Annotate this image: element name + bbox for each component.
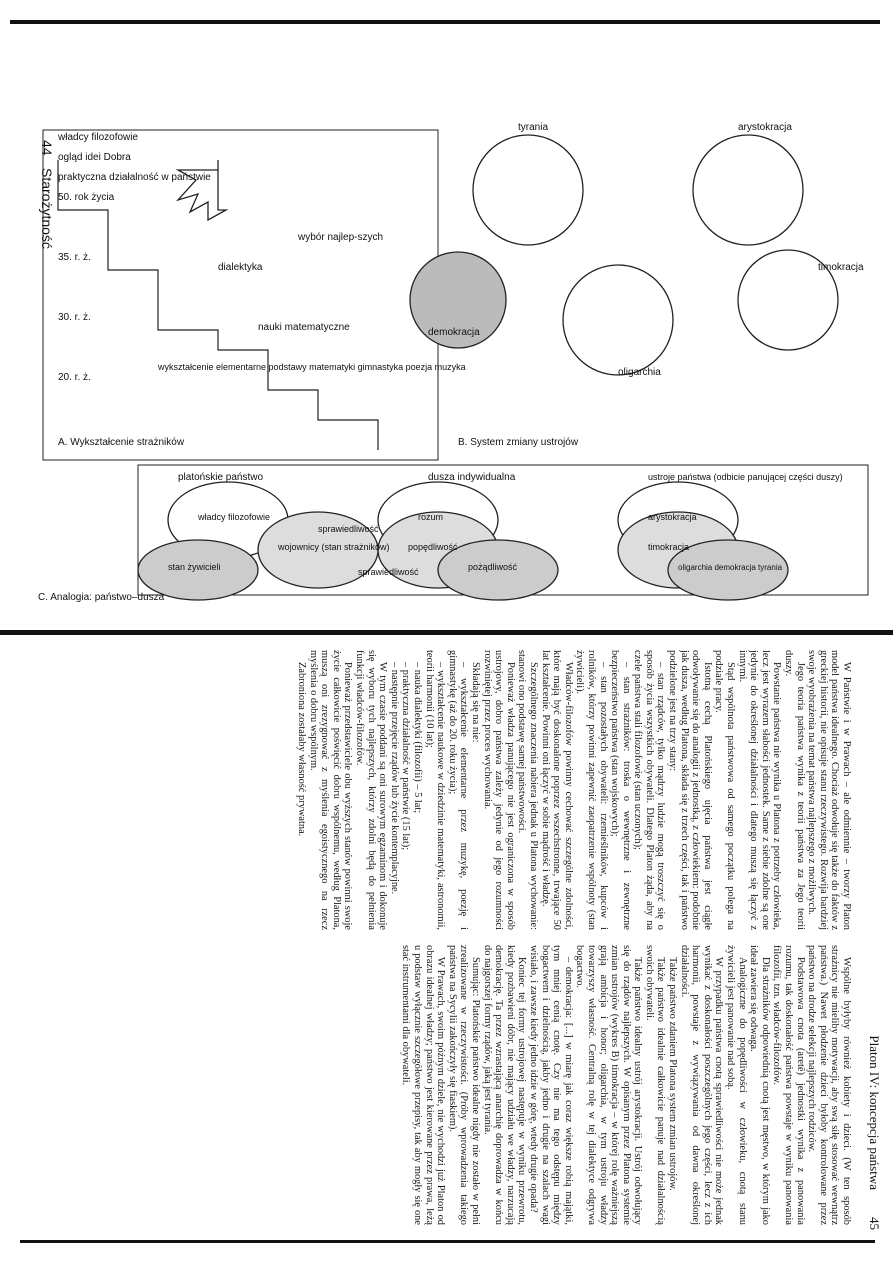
paragraph: Istotną cechą Platońskiego ujęcia państwa jest ciągłe odwoływanie się do analogii z jednostką, z człowiekiem: podobnie jak dusza, według Platona, składa się z trzech części, tak i państwo podzielone jest na trzy stany: (667, 650, 713, 930)
age-30-label: 30. r. ż. (58, 312, 91, 323)
label-justice-1: sprawiedliwość (318, 524, 379, 534)
label-regime-timocracy: timokracja (648, 542, 690, 552)
label-state-guardians: wojownicy (stan strażników) (278, 542, 390, 552)
paragraph: Sumując: Platońskie państwo idealne nigdy nie zostało w pełni zrealizowane w rzeczywistości. (Próby wprowadzenia takiego państwa na Sycylii zakończyły się fiaskiem). (446, 945, 481, 1225)
paragraph: Także państwo zdaniem Platona system zmian ustrojów. (667, 957, 679, 1191)
label-soul-will: popędliwość (408, 542, 458, 552)
page-45-rotated (122, 650, 882, 1230)
col-state-label: platońskie państwo (178, 472, 264, 483)
paragraph: Także państwo idealny ustrój arystokracji. Ustrój odwołujący się do rządów najlepszych. W opisanym przez Platona systemie zmian ustrojów (wykres B) timokracja – w której rolę ważniejszą grają ambicja i honor; oligarchia, w tym ustroju władzy towarzyszy własność. Centralną rolę w tej dialektyce odgrywa bogactwo. (574, 945, 644, 1225)
diagram-a-staircase (43, 130, 466, 460)
label-justice-2: sprawiedliwość (358, 567, 419, 577)
label-state-producers: stan żywicieli (168, 562, 221, 572)
paragraph: Analogiczne do popędliwości w człowieku, cnotą stanu żywicieli jest panowanie nad sobą. (725, 945, 748, 1225)
paragraph: – wykształcenie elementarne przez muzykę, poezję i gimnastykę (aż do 20. roku życia); (446, 650, 470, 930)
paragraph: – stan strażników: troska o wewnętrzne i zewnętrzne bezpieczeństwo państwa (stan wojskowych); (609, 650, 632, 930)
col-soul-label: dusza indywidualna (428, 472, 516, 483)
paragraph: Składają się na nie: (470, 662, 481, 743)
age-20-label: 20. r. ż. (58, 372, 91, 383)
paragraph: Wspólne byłyby również kobiety i dzieci. (W ten sposób strażnicy nie mieliby motywacji, aby swą siłę stosować wewnątrz państwa.) Nawet płodzenie dzieci byłoby kontrolowane przez państwo na drodze selekcji najlepszych rodziców. (806, 945, 852, 1225)
math-label: nauki matematyczne (258, 322, 350, 333)
paragraph: Dla strażników odpowiednią cnotą jest męstwo, w którym jako ideał zawiera się odwaga. (748, 945, 771, 1225)
paragraph: Powstanie państwa nie wynika u Platona z potrzeby człowieka, lecz jest wyrazem słabości jednostek. Same z siebie zdolne są one jedynie do określonej działalności i dlatego muszą się łączyć z innymi. (736, 650, 783, 930)
paragraph: – nauka dialektyki (filozofii) – 5 lat; (412, 662, 424, 814)
paragraph: W tym czasie poddani są oni surowym egzaminom i dokonuje się wyboru tych najlepszych, którzy zdolni będą do pełnienia funkcji władców-filozofów. (354, 650, 389, 930)
aristocracy-circle (473, 135, 583, 245)
label-soul-desire: pożądliwość (468, 562, 518, 572)
page-44-title: Starożytność (39, 168, 55, 249)
paragraph: W Prawach, swoim późnym dziele, nie wychodzi już Platon od obrazu idealnej władzy; państwo jest kierowane przez prawa, leżą u podstaw wyłącznie szczegółowe przepisy, tak aby mogły się one stać instrumentami dla obywateli. (400, 945, 447, 1225)
elementary-label: wykształcenie elementarne podstawy matematyki gimnastyka poezja muzyka (158, 362, 466, 372)
paragraph: Także państwo idealnie całkowicie panuje nad działalnością swoich obywateli. (643, 945, 667, 1225)
diagram-b-cycle (410, 122, 864, 448)
state-label-oligarchy: oligarchia (618, 367, 661, 378)
diagram-a-caption: A. Wykształcenie strażników (58, 437, 185, 448)
col-regimes-label: ustroje państwa (odbicie panującej części duszy) (648, 472, 843, 482)
page-45-title: Platon IV: koncepcja państwa (867, 1035, 882, 1190)
oligarchy-circle (563, 265, 673, 375)
paragraph: – następnie przejęcie rządów lub życie kontemplacyjne. (388, 662, 400, 895)
paragraph: W Państwie i w Prawach – ale odmiennie – tworzy Platon model państwa idealnego. Chociaż odwołuje się także do faktów z greckiej historii, nie opisuje stanu rzeczywistego. Rozwija bardziej swoje wyobrażenia na temat państwa najlepszego z możliwych. (806, 650, 852, 930)
paragraph: – demokracja: [...] w miarę jak coraz większe robią majątki, tym mniej cenią cnotę. Czy nie ma tego odstępu między bogactwem i dzielnością, jakby jedno i drugie na szalach wagi wisiało, i zawsze kiedy jedno idzie w górę, wtedy drugie opada? (527, 945, 574, 1225)
age-35-label: 35. r. ż. (58, 252, 91, 263)
diagram-b-caption: B. System zmiany ustrojów (458, 437, 579, 448)
paragraph: – stan pozostałych obywateli: rzemieślników, kupców i rolników, którzy powinni zapewnić zaopatrzenie wspólnoty (stan żywicieli). (574, 650, 609, 930)
paragraph: – praktyczna działalność w państwie (15 lat); (400, 662, 412, 851)
paragraph: Koniec tej formy ustrojowej następuje w wyniku przewrotu, kiedy pozbawieni dóbr, nie mający udziału we władzy, narzucają demokrację. Ta przez wzrastającą anarchię doprowadza w końcu do najgorszej formy rządów, jaką jest tyrania. (481, 945, 528, 1225)
paragraph: Ponieważ przedstawiciele obu wyższych stanów powinni swoje życie całkowicie poświęcić dobru wspólnemu, według Platona, muszą oni zrezygnować z myślenia egoistycznego na rzecz myślenia o dobru wspólnym. (307, 650, 354, 930)
diagram-c-caption: C. Analogia: państwo–dusza (38, 592, 165, 603)
label-regime-aristocracy: arystokracja (648, 512, 697, 522)
page-45-header (864, 650, 882, 1230)
practical-label: praktyczna działalność w państwie (58, 172, 211, 183)
paragraph: Stąd wspólnota państwowa od samego początku polega na podziale pracy. (713, 650, 737, 930)
state-label-tyranny: tyrania (518, 122, 549, 133)
paragraph: Ponieważ władza panującego nie jest ograniczona w sposób ustrojowy, dobro państwa zależy jedynie od jego rozumności rozwiniętej przez proces wychowania. (481, 650, 516, 930)
dialectics-label: dialektyka (218, 262, 263, 273)
state-label-democracy: demokracja (428, 327, 480, 338)
page-45-number: 45 (867, 1217, 882, 1230)
idea-label: ogląd idei Dobra (58, 152, 131, 163)
state-label-timocracy: timokracja (818, 262, 864, 273)
label-soul-reason: rozum (418, 512, 444, 522)
paragraph: Podstawowa cnota (aretē) jednostki wynika z panowania rozumu, tak doskonałość państwa powstaje w wyniku panowania filozofii, tzn. władców-filozofów. (771, 945, 806, 1225)
age-50-label: 50. rok życia (58, 192, 115, 203)
paragraph: Władców-filozofów powinny cechować szczególne zdolności, które mają być doskonalone poprzez wszechstronne, trwające 50 lat kształcenie. Powinni oni łączyć w sobie mądrość i władzę. (539, 650, 574, 930)
rulers-label: władcy filozofowie (58, 132, 139, 143)
top-page-edge-rule (10, 20, 880, 24)
paragraph: Jego teoria państwa wynika z teorii państwa za Jego teorii duszy. (783, 650, 806, 930)
page-44-number: 44 (39, 140, 55, 156)
paragraph: W przypadku państwa cnotą sprawiedliwości nie może jednak wynikać z doskonałości poszczególnych jego części, lecz z ich harmonii, powstaje z wywiązywania od dawna określonej działalności. (678, 945, 725, 1225)
state-label-aristocracy: arystokracja (738, 122, 792, 133)
paragraph: – stan rządców, tylko mądrzy ludzie mogą troszczyć się o sposób życia wszystkich obywateli. Dlatego Platon żąda, aby na czele państwa stali filozofowie (stan uczonych); (632, 650, 667, 930)
page-44-diagrams (28, 120, 878, 610)
bottom-page-edge-rule (20, 1240, 875, 1243)
page-44-rotated (28, 120, 878, 610)
middle-page-split-rule (0, 630, 893, 635)
label-state-rulers: władcy filozofowie (198, 512, 271, 522)
tyranny-circle (693, 135, 803, 245)
paragraph: – wykształcenie naukowe w dziedzinie matematyki, astronomii, teorii harmonii (10 lat); (423, 650, 447, 930)
diagram-c-analogy (38, 465, 868, 603)
crown-icon (178, 160, 226, 220)
text-column-right (132, 945, 852, 1225)
text-column-left (132, 650, 852, 930)
label-regime-others: oligarchia demokracja tyrania (678, 563, 783, 572)
paragraph: Szczególnego znaczenia nabiera jednak u Platona wychowanie: stanowi ono podstawę samej państwowości. (516, 650, 539, 930)
paragraph: Zabroniona zostałaby własność prywatna. (296, 662, 308, 837)
selection-label: wybór najlep-szych (298, 232, 384, 243)
